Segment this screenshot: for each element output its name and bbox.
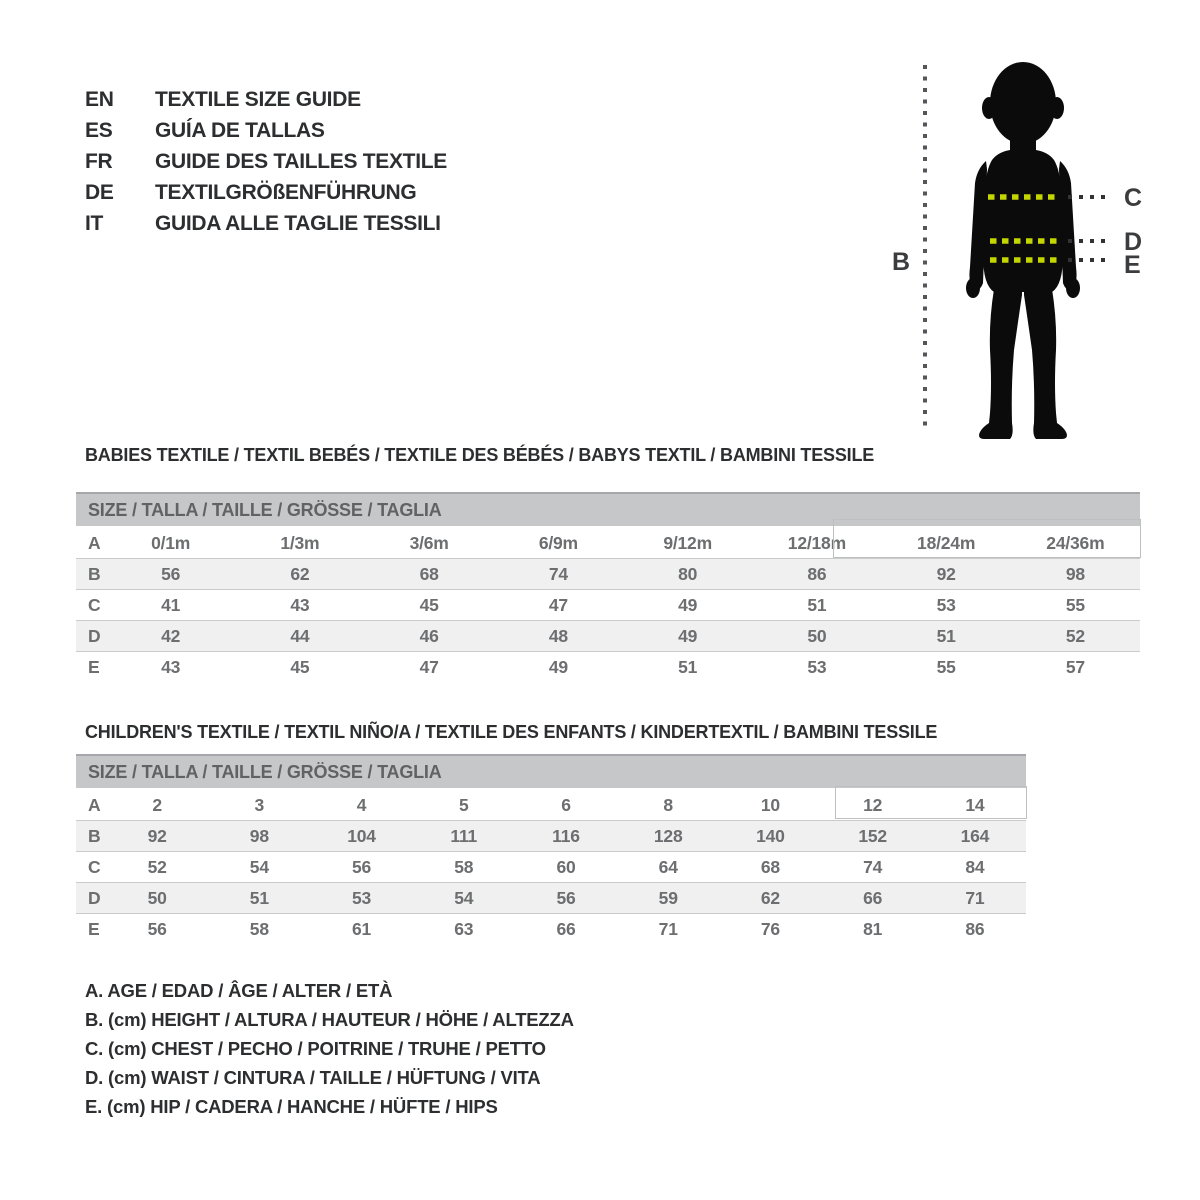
size-value-cell: 66 — [515, 913, 617, 944]
size-value-cell: 56 — [515, 882, 617, 913]
table-row — [76, 558, 1140, 589]
size-value-cell: 54 — [208, 851, 310, 882]
size-value-cell: 0/1m — [151, 533, 191, 553]
size-value-cell: 98 — [208, 820, 310, 851]
size-value-cell: 71 — [617, 913, 719, 944]
size-value-cell: 46 — [365, 620, 494, 651]
size-value-cell: 47 — [365, 651, 494, 682]
waist-label: D — [1124, 228, 1143, 256]
lang-code: FR — [85, 150, 113, 173]
size-value-cell: 74 — [494, 558, 623, 589]
child-silhouette-icon — [966, 62, 1080, 439]
size-value-cell: 81 — [822, 913, 924, 944]
size-value-cell: 74 — [822, 851, 924, 882]
size-value-cell: 10 — [760, 795, 780, 815]
children-size-table — [76, 754, 1026, 944]
size-value-cell: 8 — [663, 795, 673, 815]
size-value-cell: 43 — [235, 589, 364, 620]
language-title-list — [85, 84, 447, 239]
size-value-cell: 52 — [106, 851, 208, 882]
table-row — [76, 851, 1026, 882]
size-value-cell: 24/36m — [1046, 533, 1105, 553]
size-value-cell: 80 — [623, 558, 752, 589]
lang-code: DE — [85, 181, 114, 204]
size-value-cell: 53 — [310, 882, 412, 913]
size-value-cell: 51 — [882, 620, 1011, 651]
lang-code: EN — [85, 88, 114, 111]
height-label: B — [891, 248, 911, 276]
lang-row-es — [85, 115, 447, 146]
lang-title: GUIDA ALLE TAGLIE TESSILI — [155, 212, 441, 235]
size-value-cell: 6/9m — [538, 533, 578, 553]
size-value-cell: 1/3m — [280, 533, 320, 553]
size-value-cell: 55 — [882, 651, 1011, 682]
size-value-cell: 164 — [924, 820, 1026, 851]
table-row — [76, 620, 1140, 651]
lang-row-fr — [85, 146, 447, 177]
measurement-legend — [85, 976, 574, 1121]
size-value-cell: 5 — [458, 795, 469, 815]
size-value-cell: 56 — [106, 558, 235, 589]
size-value-cell: 43 — [106, 651, 235, 682]
size-value-cell: 104 — [310, 820, 412, 851]
size-value-cell: 60 — [515, 851, 617, 882]
row-label: D — [76, 620, 106, 651]
row-label: C — [76, 851, 106, 882]
size-value-cell: 48 — [494, 620, 623, 651]
size-value-cell: 3/6m — [409, 533, 449, 553]
table-row — [76, 589, 1140, 620]
size-value-cell: 4 — [356, 795, 367, 815]
row-label: A — [88, 533, 101, 553]
size-value-cell: 12 — [863, 795, 883, 815]
size-value-cell: 51 — [623, 651, 752, 682]
size-value-cell: 84 — [924, 851, 1026, 882]
size-value-cell: 68 — [719, 851, 821, 882]
size-value-cell: 49 — [623, 589, 752, 620]
size-value-cell: 92 — [106, 820, 208, 851]
legend-line-hip: E. (cm) HIP / CADERA / HANCHE / HÜFTE / HIPS — [85, 1096, 498, 1117]
size-value-cell: 50 — [752, 620, 881, 651]
size-value-cell: 55 — [1011, 589, 1140, 620]
legend-line-waist: D. (cm) WAIST / CINTURA / TAILLE / HÜFTUNG / VITA — [85, 1067, 541, 1088]
table-header-bar: SIZE / TALLA / TAILLE / GRÖSSE / TAGLIA — [76, 494, 1140, 528]
size-value-cell: 152 — [822, 820, 924, 851]
size-value-cell: 140 — [719, 820, 821, 851]
size-value-cell: 56 — [310, 851, 412, 882]
size-value-cell: 51 — [208, 882, 310, 913]
size-value-cell: 61 — [310, 913, 412, 944]
row-label: C — [76, 589, 106, 620]
table-row — [76, 820, 1026, 851]
row-label: B — [76, 820, 106, 851]
size-value-cell: 18/24m — [917, 533, 976, 553]
size-value-cell: 71 — [924, 882, 1026, 913]
size-value-cell: 52 — [1011, 620, 1140, 651]
size-value-cell: 9/12m — [663, 533, 712, 553]
legend-line-chest: C. (cm) CHEST / PECHO / POITRINE / TRUHE / PETTO — [85, 1038, 546, 1059]
size-value-cell: 42 — [106, 620, 235, 651]
children-section-heading: CHILDREN'S TEXTILE / TEXTIL NIÑO/A / TEXTILE DES ENFANTS / KINDERTEXTIL / BAMBINI TESSILE — [85, 722, 938, 742]
hip-label: E — [1124, 251, 1141, 279]
size-value-cell: 57 — [1011, 651, 1140, 682]
chest-label: C — [1124, 184, 1143, 212]
lang-row-it — [85, 208, 447, 239]
size-value-cell: 59 — [617, 882, 719, 913]
lang-title: GUÍA DE TALLAS — [155, 119, 325, 142]
size-value-cell: 64 — [617, 851, 719, 882]
legend-line-height: B. (cm) HEIGHT / ALTURA / HAUTEUR / HÖHE / ALTEZZA — [85, 1009, 574, 1030]
size-value-cell: 49 — [494, 651, 623, 682]
lang-code: ES — [85, 119, 113, 142]
lang-code: IT — [85, 212, 104, 235]
size-value-cell: 41 — [106, 589, 235, 620]
lang-title: GUIDE DES TAILLES TEXTILE — [155, 150, 447, 173]
size-value-cell: 68 — [365, 558, 494, 589]
size-value-cell: 45 — [365, 589, 494, 620]
size-value-cell: 45 — [235, 651, 364, 682]
size-value-cell: 63 — [413, 913, 515, 944]
lang-row-en — [85, 84, 447, 115]
lang-title: TEXTILE SIZE GUIDE — [155, 88, 361, 111]
table-row — [76, 882, 1026, 913]
table-header-bar: SIZE / TALLA / TAILLE / GRÖSSE / TAGLIA — [76, 756, 1026, 790]
size-value-cell: 53 — [882, 589, 1011, 620]
size-value-cell: 56 — [106, 913, 208, 944]
child-silhouette-figure — [880, 45, 1160, 445]
size-value-cell: 3 — [254, 795, 265, 815]
row-label: A — [88, 795, 101, 815]
table-row — [76, 651, 1140, 682]
size-value-cell: 62 — [719, 882, 821, 913]
size-value-cell: 58 — [208, 913, 310, 944]
children-selected-sizes-box — [835, 786, 1027, 819]
table-row — [76, 913, 1026, 944]
size-value-cell: 66 — [822, 882, 924, 913]
size-value-cell: 49 — [623, 620, 752, 651]
size-value-cell: 62 — [235, 558, 364, 589]
size-value-cell: 116 — [515, 820, 617, 851]
row-label: D — [76, 882, 106, 913]
size-value-cell: 12/18m — [787, 533, 846, 553]
size-value-cell: 92 — [882, 558, 1011, 589]
row-label: B — [76, 558, 106, 589]
size-value-cell: 2 — [152, 795, 162, 815]
size-value-cell: 47 — [494, 589, 623, 620]
size-value-cell: 58 — [413, 851, 515, 882]
size-value-cell: 86 — [924, 913, 1026, 944]
babies-selected-sizes-box — [833, 519, 1141, 558]
lang-row-de — [85, 177, 447, 208]
row-label: E — [76, 651, 106, 682]
size-value-cell: 14 — [965, 795, 985, 815]
size-value-cell: 50 — [106, 882, 208, 913]
size-value-cell: 76 — [719, 913, 821, 944]
legend-line-age: A. AGE / EDAD / ÂGE / ALTER / ETÀ — [85, 980, 393, 1001]
row-label: E — [76, 913, 106, 944]
size-value-cell: 51 — [752, 589, 881, 620]
size-value-cell: 98 — [1011, 558, 1140, 589]
size-value-cell: 54 — [413, 882, 515, 913]
size-value-cell: 6 — [561, 795, 571, 815]
size-value-cell: 86 — [752, 558, 881, 589]
babies-section-heading: BABIES TEXTILE / TEXTIL BEBÉS / TEXTILE DES BÉBÉS / BABYS TEXTIL / BAMBINI TESSILE — [85, 445, 875, 465]
size-value-cell: 53 — [752, 651, 881, 682]
size-value-cell: 128 — [617, 820, 719, 851]
size-value-cell: 111 — [413, 820, 515, 851]
lang-title: TEXTILGRÖßENFÜHRUNG — [155, 181, 417, 204]
size-value-cell: 44 — [235, 620, 364, 651]
